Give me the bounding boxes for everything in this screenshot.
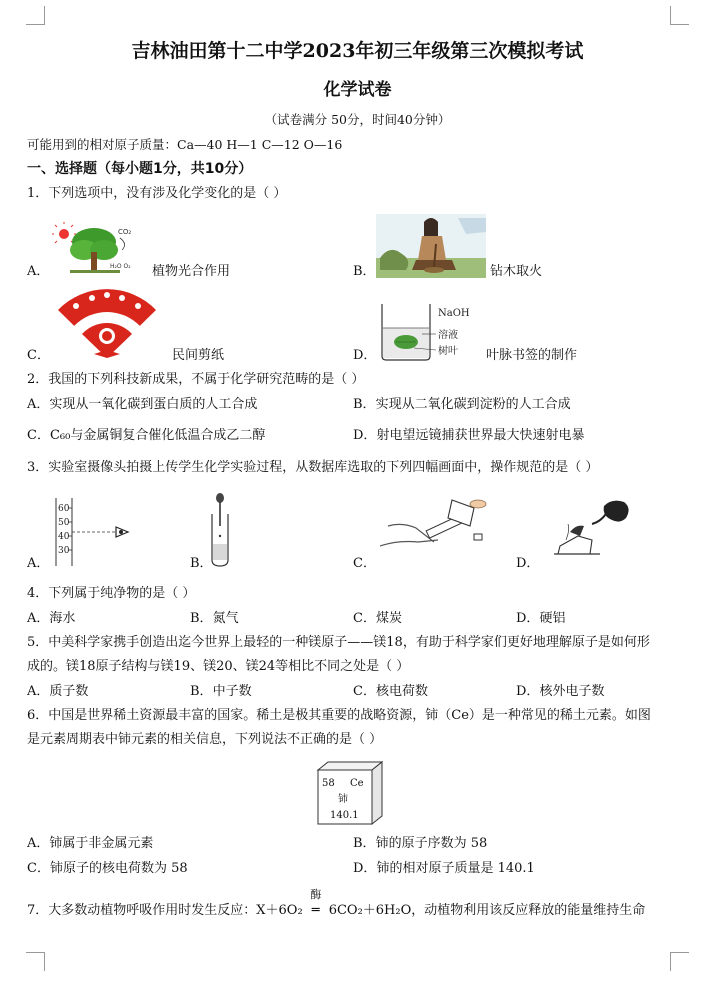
q1-option-a-label[interactable]: A． xyxy=(27,264,50,279)
q4-option-a[interactable]: A．海水 xyxy=(27,611,76,626)
q2-option-d[interactable]: D．射电望远镜捕获世界最大快速射电暴 xyxy=(353,428,585,443)
q1-option-b-label[interactable]: B． xyxy=(353,264,376,279)
cerium-element-box xyxy=(316,760,386,826)
q5-stem-line1: 5．中美科学家携手创造出迄今世界上最轻的一种镁原子——镁18，有助于科学家们更好地理解原子是如何形 xyxy=(27,635,650,650)
q1-option-b-text: 钻木取火 xyxy=(490,264,543,279)
pouring-liquid-image xyxy=(378,496,498,556)
sun-icon xyxy=(59,229,69,239)
paper-cut-fan-image xyxy=(52,288,162,360)
q4-option-d[interactable]: D．硬铝 xyxy=(516,611,566,626)
q1-option-d-text: 叶脉书签的制作 xyxy=(486,348,578,363)
drilling-fire-image xyxy=(376,214,486,278)
element-name: 铈 xyxy=(338,794,348,805)
svg-text:NaOH: NaOH xyxy=(438,308,470,319)
q1-option-c-text: 民间剪纸 xyxy=(172,348,225,363)
svg-text:40: 40 xyxy=(58,532,70,542)
q5-option-d[interactable]: D．核外电子数 xyxy=(516,684,605,699)
q1-stem: 1．下列选项中，没有涉及化学变化的是（ ） xyxy=(27,186,287,201)
q4-option-c[interactable]: C．煤炭 xyxy=(353,611,402,626)
q6-option-b[interactable]: B．铈的原子序数为 58 xyxy=(353,836,488,851)
q3-option-a[interactable]: A． xyxy=(27,556,50,571)
reading-cylinder-image xyxy=(44,496,134,566)
q7-condition: 酶 xyxy=(310,888,322,901)
q7-stem-before: 7．大多数动植物呼吸作用时发生反应： xyxy=(27,903,257,918)
exam-title: 吉林油田第十二中学2023年初三年级第三次模拟考试 xyxy=(131,40,584,62)
exam-subtitle: 化学试卷 xyxy=(323,80,392,100)
q2-stem: 2．我国的下列科技新成果，不属于化学研究范畴的是（ ） xyxy=(27,372,365,387)
q6-option-d[interactable]: D．铈的相对原子质量是 140.1 xyxy=(353,861,535,876)
q6-option-c[interactable]: C．铈原子的核电荷数为 58 xyxy=(27,861,188,876)
q5-stem-line2: 成的。镁18原子结构与镁19、镁20、镁24等相比不同之处是（ ） xyxy=(27,659,410,674)
q2-option-a[interactable]: A．实现从一氧化碳到蛋白质的人工合成 xyxy=(27,397,258,412)
q5-option-b[interactable]: B．中子数 xyxy=(190,684,252,699)
q1-option-c-label[interactable]: C． xyxy=(27,348,50,363)
element-symbol: Ce xyxy=(350,778,364,789)
q4-option-b[interactable]: B．氮气 xyxy=(190,611,239,626)
q6-option-a[interactable]: A．铈属于非金属元素 xyxy=(27,836,154,851)
atomic-masses: 可能用到的相对原子质量：Ca—40 H—1 C—12 O—16 xyxy=(27,137,343,152)
q3-option-d[interactable]: D． xyxy=(516,556,540,571)
svg-text:60: 60 xyxy=(58,504,70,514)
svg-text:30: 30 xyxy=(58,546,70,556)
leaf-vein-bookmark-image xyxy=(378,300,482,362)
crop-mark-top-right xyxy=(670,6,689,25)
svg-text:50: 50 xyxy=(58,518,70,528)
q1-option-a-text: 植物光合作用 xyxy=(152,264,231,279)
q5-option-c[interactable]: C．核电荷数 xyxy=(353,684,428,699)
q7-equals-sign: 酶 ═ xyxy=(303,904,329,917)
section-title: 一、选择题（每小题1分，共10分） xyxy=(27,161,253,177)
crop-mark-bottom-left xyxy=(26,952,45,971)
q2-option-c[interactable]: C．C₆₀与金属铜复合催化低温合成乙二醇 xyxy=(27,428,266,443)
q7-stem-after: ，动植物利用该反应释放的能量维持生命 xyxy=(411,903,646,918)
exam-info: （试卷满分 50分，时间40分钟） xyxy=(264,112,451,127)
svg-text:H₂O O₂: H₂O O₂ xyxy=(110,263,131,270)
element-mass: 140.1 xyxy=(330,810,359,821)
smelling-gas-image xyxy=(540,496,636,564)
q2-option-b[interactable]: B．实现从二氧化碳到淀粉的人工合成 xyxy=(353,397,571,412)
q3-option-c[interactable]: C． xyxy=(353,556,376,571)
q3-stem: 3．实验室摄像头拍摄上传学生化学实验过程，从数据库选取的下列四幅画面中，操作规范的是（ ） xyxy=(27,460,599,475)
crop-mark-bottom-right xyxy=(670,952,689,971)
svg-text:树叶: 树叶 xyxy=(438,346,458,357)
q4-stem: 4．下列属于纯净物的是（ ） xyxy=(27,586,196,601)
q6-stem-line1: 6．中国是世界稀土资源最丰富的国家。稀土是极其重要的战略资源，铈（Ce）是一种常见的稀土元素。如图 xyxy=(27,708,651,723)
q6-stem-line2: 是元素周期表中铈元素的相关信息，下列说法不正确的是（ ） xyxy=(27,732,383,747)
photosynthesis-image xyxy=(52,222,148,274)
q7-stem xyxy=(27,888,646,918)
q7-product: 6CO₂＋6H₂O xyxy=(328,903,412,918)
element-number: 58 xyxy=(322,778,335,789)
q3-option-b[interactable]: B． xyxy=(190,556,213,571)
svg-text:溶液: 溶液 xyxy=(438,330,458,341)
crop-mark-top-left xyxy=(26,6,45,25)
q5-option-a[interactable]: A．质子数 xyxy=(27,684,89,699)
q1-option-d-label[interactable]: D． xyxy=(353,348,377,363)
q7-reactant: X＋6O₂ xyxy=(256,903,303,918)
svg-text:CO₂: CO₂ xyxy=(118,228,132,236)
